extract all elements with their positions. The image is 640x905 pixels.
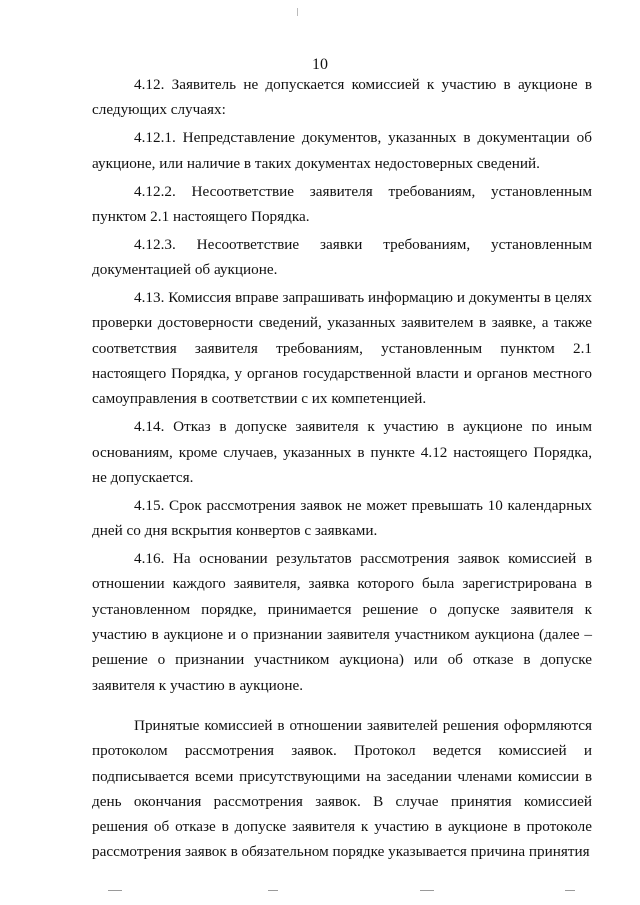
paragraph-4-12: 4.12. Заявитель не допускается комиссией к участию в аукционе в следующих случаях: [92, 76, 592, 119]
paragraph-4-16: 4.16. На основании результатов рассмотрения заявок комиссией в отношении каждого заявителя, заявка которого была зарегистрирована в установленном порядке, принимается решение о допуске заявителя к участию в аукционе и о признании заявителя участником аукциона (далее – решение о признании участником аукциона) или об отказе в допуске заявителя к участию в аукционе. [92, 550, 592, 694]
paragraph-4-14: 4.14. Отказ в допуске заявителя к участию в аукционе по иным основаниям, кроме случаев, указанных в пункте 4.12 настоящего Порядка, не допускается. [92, 418, 592, 486]
page-number: 10 [312, 56, 328, 73]
scan-mark [297, 8, 299, 16]
paragraph-4-12-1: 4.12.1. Непредставление документов, указанных в документации об аукционе, или наличие в таких документах недостоверных сведений. [92, 129, 592, 172]
scan-mark [565, 890, 575, 891]
paragraph-4-12-3: 4.12.3. Несоответствие заявки требованиям, установленным документацией об аукционе. [92, 235, 592, 279]
scan-mark [420, 890, 434, 891]
paragraph-4-13: 4.13. Комиссия вправе запрашивать информацию и документы в целях проверки достоверности сведений, указанных заявителем в заявке, а также соответствия заявителя требованиям, установленным пунктом 2.1 настоящего Порядка, у органов государственной власти и органов местного самоуправления в соответствии с их компетенцией. [92, 289, 592, 408]
document-body [92, 72, 592, 867]
paragraph-4-12-2: 4.12.2. Несоответствие заявителя требованиям, установленным пунктом 2.1 настоящего Порядка. [92, 182, 592, 225]
paragraph-4-15: 4.15. Срок рассмотрения заявок не может превышать 10 календарных дней со дня вскрытия конвертов с заявками. [92, 496, 592, 540]
paragraph-protocol: Принятые комиссией в отношении заявителей решения оформляются протоколом рассмотрения заявок. Протокол ведется комиссией и подписывается всеми присутствующими на заседании членами комиссии в день окончания рассмотрения заявок. В случае принятия комиссией решения об отказе в допуске заявителя к участию в аукционе в протоколе рассмотрения заявок в обязательном порядке указывается причина принятия [92, 716, 592, 861]
scan-mark [108, 890, 122, 891]
scan-mark [268, 890, 278, 891]
